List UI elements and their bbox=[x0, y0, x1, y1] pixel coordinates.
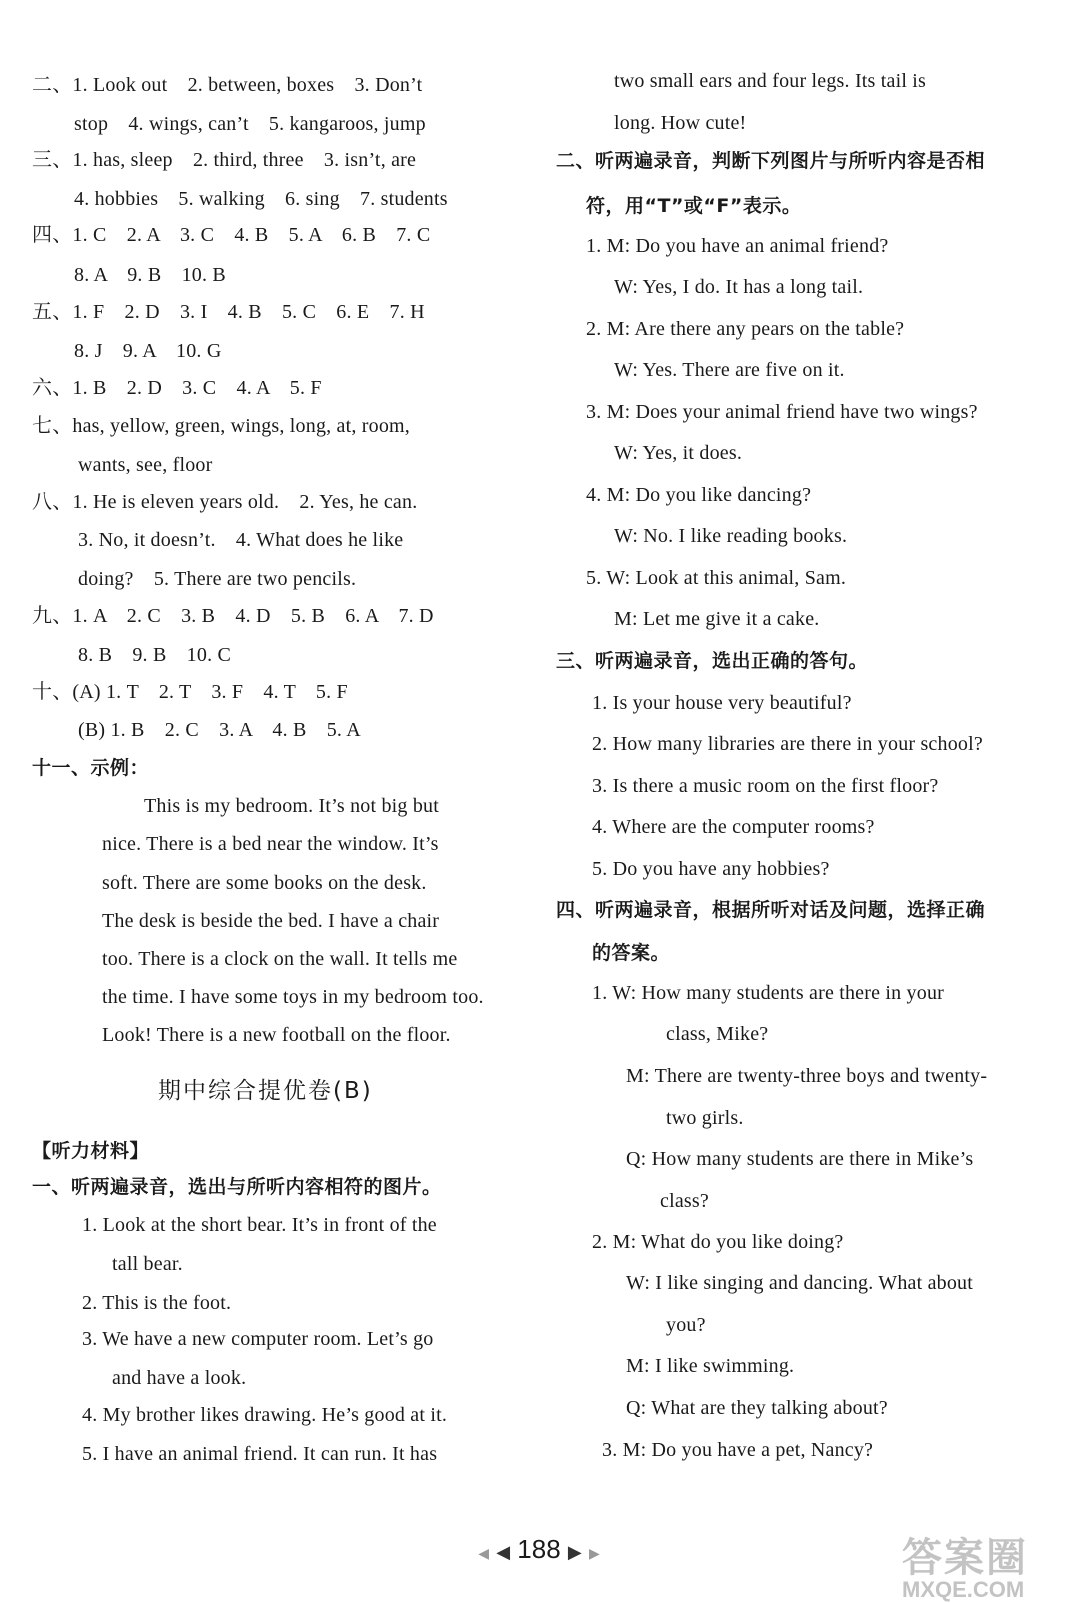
text-line: two girls. bbox=[666, 1107, 744, 1129]
text-line: tall bear. bbox=[112, 1253, 183, 1275]
section-heading: 符，用“T”或“F”表示。 bbox=[586, 195, 802, 217]
section-heading: 【听力材料】 bbox=[32, 1140, 150, 1162]
text-line: The desk is beside the bed. I have a chair bbox=[102, 910, 440, 932]
text-line: class? bbox=[660, 1190, 709, 1212]
section-heading: 四、听两遍录音，根据所听对话及问题，选择正确 bbox=[556, 899, 986, 921]
next-arrow-dark-icon: ▶ bbox=[567, 1542, 582, 1562]
page-number: 188 bbox=[517, 1534, 561, 1564]
text-line: stop 4. wings, can’t 5. kangaroos, jump bbox=[74, 113, 426, 135]
prev-arrow-dark-icon: ◀ bbox=[496, 1542, 511, 1562]
text-line: 5. W: Look at this animal, Sam. bbox=[586, 567, 847, 589]
next-arrow-icon: ▶ bbox=[589, 1545, 600, 1561]
text-line: Look! There is a new football on the floor. bbox=[102, 1024, 451, 1046]
text-line: class, Mike? bbox=[666, 1023, 769, 1045]
text-line: W: Yes. There are five on it. bbox=[614, 359, 845, 381]
text-line: 1. Is your house very beautiful? bbox=[592, 692, 852, 714]
text-line: (B) 1. B 2. C 3. A 4. B 5. A bbox=[78, 719, 361, 741]
section-title: 期中综合提优卷(B) bbox=[158, 1078, 373, 1104]
text-line: 4. Where are the computer rooms? bbox=[592, 816, 875, 838]
text-line: 3. No, it doesn’t. 4. What does he like bbox=[78, 529, 404, 551]
text-line: W: No. I like reading books. bbox=[614, 525, 848, 547]
text-line: 5. Do you have any hobbies? bbox=[592, 858, 830, 880]
watermark-logo bbox=[902, 1526, 1052, 1602]
text-line: 二、1. Look out 2. between, boxes 3. Don’t bbox=[32, 74, 423, 96]
watermark-url: MXQE.COM bbox=[902, 1577, 1025, 1602]
text-line: M: I like swimming. bbox=[626, 1355, 795, 1377]
text-line: 十、(A) 1. T 2. T 3. F 4. T 5. F bbox=[32, 681, 348, 703]
text-line: 2. This is the foot. bbox=[82, 1292, 232, 1314]
text-line: 3. Is there a music room on the first floor? bbox=[592, 775, 939, 797]
section-heading: 一、听两遍录音，选出与所听内容相符的图片。 bbox=[32, 1176, 442, 1198]
text-line: doing? 5. There are two pencils. bbox=[78, 568, 357, 590]
text-line: two small ears and four legs. Its tail is bbox=[614, 70, 927, 92]
text-line: 4. hobbies 5. walking 6. sing 7. students bbox=[74, 188, 448, 210]
text-line: 3. We have a new computer room. Let’s go bbox=[82, 1328, 434, 1350]
text-line: M: Let me give it a cake. bbox=[614, 608, 820, 630]
text-line: you? bbox=[666, 1314, 706, 1336]
text-line: W: Yes, it does. bbox=[614, 442, 743, 464]
text-line: 1. Look at the short bear. It’s in front of the bbox=[82, 1214, 437, 1236]
text-line: Q: How many students are there in Mike’s bbox=[626, 1148, 974, 1170]
text-line: 8. B 9. B 10. C bbox=[78, 644, 232, 666]
text-line: too. There is a clock on the wall. It tells me bbox=[102, 948, 458, 970]
text-line: nice. There is a bed near the window. It’s bbox=[102, 833, 439, 855]
text-line: W: I like singing and dancing. What about bbox=[626, 1272, 974, 1294]
section-heading: 二、听两遍录音，判断下列图片与所听内容是否相 bbox=[556, 150, 986, 172]
text-line: This is my bedroom. It’s not big but bbox=[144, 795, 439, 817]
text-line: 3. M: Do you have a pet, Nancy? bbox=[602, 1439, 874, 1461]
text-line: 4. My brother likes drawing. He’s good at it. bbox=[82, 1404, 448, 1426]
section-heading: 的答案。 bbox=[592, 942, 671, 964]
watermark-text: 答案圈 bbox=[902, 1535, 1028, 1581]
text-line: 六、1. B 2. D 3. C 4. A 5. F bbox=[32, 377, 322, 399]
section-heading: 十一、示例： bbox=[32, 757, 150, 779]
text-line: wants, see, floor bbox=[78, 454, 213, 476]
text-line: 8. A 9. B 10. B bbox=[74, 264, 226, 286]
text-line: 四、1. C 2. A 3. C 4. B 5. A 6. B 7. C bbox=[32, 224, 431, 246]
text-line: 2. M: Are there any pears on the table? bbox=[586, 318, 905, 340]
text-line: 8. J 9. A 10. G bbox=[74, 340, 222, 362]
text-line: 八、1. He is eleven years old. 2. Yes, he can. bbox=[32, 491, 418, 513]
text-line: Q: What are they talking about? bbox=[626, 1397, 888, 1419]
text-line: 3. M: Does your animal friend have two wings? bbox=[586, 401, 978, 423]
text-line: W: Yes, I do. It has a long tail. bbox=[614, 276, 864, 298]
text-line: soft. There are some books on the desk. bbox=[102, 872, 427, 894]
text-line: 1. W: How many students are there in your bbox=[592, 982, 945, 1004]
text-line: 2. How many libraries are there in your school? bbox=[592, 733, 983, 755]
text-line: 1. M: Do you have an animal friend? bbox=[586, 235, 889, 257]
text-line: 五、1. F 2. D 3. I 4. B 5. C 6. E 7. H bbox=[32, 301, 425, 323]
text-line: and have a look. bbox=[112, 1367, 247, 1389]
section-heading: 三、听两遍录音，选出正确的答句。 bbox=[556, 650, 869, 672]
text-line: long. How cute! bbox=[614, 112, 747, 134]
text-line: 七、has, yellow, green, wings, long, at, room, bbox=[32, 415, 410, 437]
text-line: M: There are twenty-three boys and twenty- bbox=[626, 1065, 988, 1087]
text-line: the time. I have some toys in my bedroom too. bbox=[102, 986, 484, 1008]
text-line: 九、1. A 2. C 3. B 4. D 5. B 6. A 7. D bbox=[32, 605, 434, 627]
text-line: 三、1. has, sleep 2. third, three 3. isn’t, are bbox=[32, 149, 417, 171]
prev-arrow-icon: ◀ bbox=[478, 1545, 489, 1561]
text-line: 2. M: What do you like doing? bbox=[592, 1231, 844, 1253]
text-line: 5. I have an animal friend. It can run. It has bbox=[82, 1443, 438, 1465]
text-line: 4. M: Do you like dancing? bbox=[586, 484, 812, 506]
